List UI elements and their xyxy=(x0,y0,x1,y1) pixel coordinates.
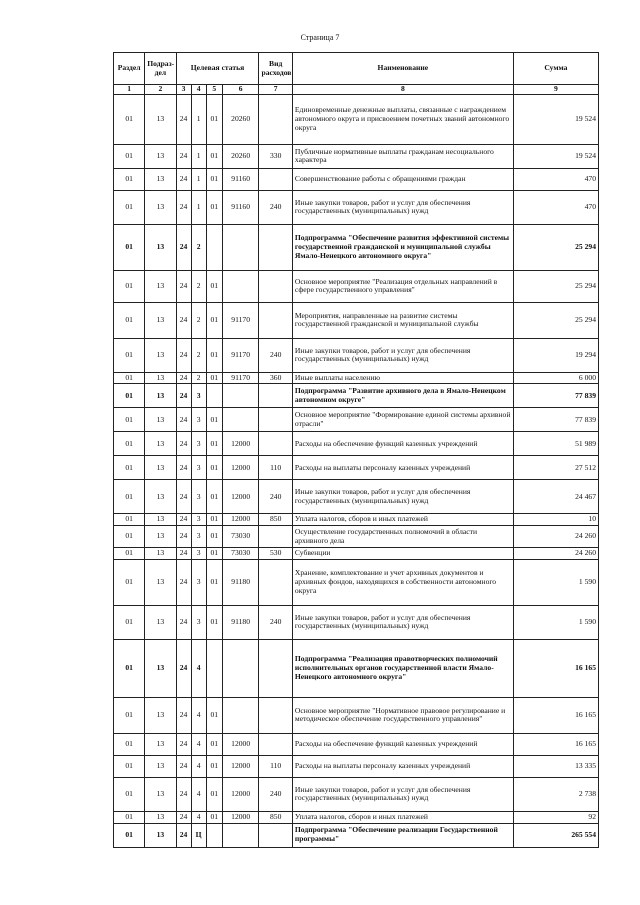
table-row xyxy=(114,733,599,755)
table-row xyxy=(114,480,599,514)
cell-direction: 91180 xyxy=(222,559,259,605)
cell-program: 24 xyxy=(176,639,191,697)
cell-vid-rashodov xyxy=(259,432,292,456)
cell-podrazdel: 13 xyxy=(145,548,176,560)
cell-razdel: 01 xyxy=(114,224,145,270)
page-number-label: Страница 7 xyxy=(300,33,340,42)
cell-naimenovanie: Уплата налогов, сборов и иных платежей xyxy=(292,811,513,823)
cell-program: 24 xyxy=(176,144,191,168)
cell-program: 24 xyxy=(176,811,191,823)
cell-program: 24 xyxy=(176,270,191,302)
subprogram-row xyxy=(114,823,599,847)
cell-summa: 6 000 xyxy=(513,372,598,384)
subprogram-row xyxy=(114,384,599,408)
cell-podrazdel: 13 xyxy=(145,526,176,548)
cell-naimenovanie: Расходы на выплаты персоналу казенных учреждений xyxy=(292,755,513,777)
cell-direction xyxy=(222,823,259,847)
cell-vid-rashodov xyxy=(259,168,292,190)
cell-subprogram: 2 xyxy=(191,338,206,372)
cell-podrazdel: 13 xyxy=(145,639,176,697)
cell-summa: 25 294 xyxy=(513,302,598,338)
table-header-row xyxy=(114,53,599,85)
cell-naimenovanie: Подпрограмма "Обеспечение развития эффективной системы государственной гражданской и муниципальной службы Ямало-Ненецкого автономного округа" xyxy=(292,224,513,270)
cell-naimenovanie: Расходы на выплаты персоналу казенных учреждений xyxy=(292,456,513,480)
cell-summa: 1 590 xyxy=(513,559,598,605)
cell-main-activity: 01 xyxy=(206,302,222,338)
cell-podrazdel: 13 xyxy=(145,408,176,432)
table-row xyxy=(114,514,599,526)
cell-razdel: 01 xyxy=(114,270,145,302)
cell-razdel: 01 xyxy=(114,372,145,384)
cell-direction xyxy=(222,639,259,697)
cell-podrazdel: 13 xyxy=(145,94,176,144)
cell-program: 24 xyxy=(176,526,191,548)
cell-vid-rashodov xyxy=(259,526,292,548)
cell-subprogram: 3 xyxy=(191,456,206,480)
cell-naimenovanie: Основное мероприятие "Реализация отдельных направлений в сфере государственного управления" xyxy=(292,270,513,302)
header-naimenovanie: Наименование xyxy=(292,53,513,85)
cell-razdel: 01 xyxy=(114,605,145,639)
cell-summa: 77 839 xyxy=(513,384,598,408)
cell-subprogram: 3 xyxy=(191,480,206,514)
cell-subprogram: 1 xyxy=(191,94,206,144)
cell-subprogram: 3 xyxy=(191,408,206,432)
cell-vid-rashodov xyxy=(259,302,292,338)
cell-program: 24 xyxy=(176,514,191,526)
cell-main-activity: 01 xyxy=(206,526,222,548)
cell-program: 24 xyxy=(176,302,191,338)
cell-podrazdel: 13 xyxy=(145,811,176,823)
cell-subprogram: 2 xyxy=(191,224,206,270)
header-podrazdel: Подраз-дел xyxy=(145,53,176,85)
table-row xyxy=(114,605,599,639)
cell-vid-rashodov: 240 xyxy=(259,605,292,639)
cell-summa: 13 335 xyxy=(513,755,598,777)
cell-razdel: 01 xyxy=(114,811,145,823)
cell-direction: 91170 xyxy=(222,372,259,384)
cell-program: 24 xyxy=(176,168,191,190)
header-vid-rashodov: Вид расходов xyxy=(259,53,292,85)
cell-razdel: 01 xyxy=(114,548,145,560)
cell-program: 24 xyxy=(176,605,191,639)
cell-direction: 12000 xyxy=(222,456,259,480)
cell-main-activity: 01 xyxy=(206,755,222,777)
cell-subprogram: 1 xyxy=(191,168,206,190)
cell-razdel: 01 xyxy=(114,144,145,168)
cell-summa: 27 512 xyxy=(513,456,598,480)
cell-program: 24 xyxy=(176,94,191,144)
cell-program: 24 xyxy=(176,456,191,480)
cell-program: 24 xyxy=(176,190,191,224)
cell-main-activity: 01 xyxy=(206,777,222,811)
cell-direction: 12000 xyxy=(222,777,259,811)
cell-main-activity: 01 xyxy=(206,190,222,224)
cell-summa: 92 xyxy=(513,811,598,823)
cell-podrazdel: 13 xyxy=(145,224,176,270)
cell-direction: 20260 xyxy=(222,144,259,168)
cell-summa: 19 524 xyxy=(513,94,598,144)
table-row xyxy=(114,168,599,190)
cell-summa: 25 294 xyxy=(513,224,598,270)
cell-main-activity: 01 xyxy=(206,559,222,605)
cell-program: 24 xyxy=(176,338,191,372)
cell-subprogram: 4 xyxy=(191,697,206,733)
cell-direction: 91170 xyxy=(222,302,259,338)
cell-naimenovanie: Подпрограмма "Развитие архивного дела в Ямало-Ненецком автономном округе" xyxy=(292,384,513,408)
cell-subprogram: 3 xyxy=(191,526,206,548)
column-index: 8 xyxy=(292,85,513,95)
cell-main-activity: 01 xyxy=(206,456,222,480)
cell-vid-rashodov xyxy=(259,270,292,302)
cell-naimenovanie: Иные закупки товаров, работ и услуг для обеспечения государственных (муниципальных) нужд xyxy=(292,480,513,514)
cell-razdel: 01 xyxy=(114,302,145,338)
cell-summa: 51 989 xyxy=(513,432,598,456)
table-row xyxy=(114,302,599,338)
cell-podrazdel: 13 xyxy=(145,270,176,302)
cell-naimenovanie: Подпрограмма "Реализация правотворческих полномочий исполнительных органов государственной власти Ямало-Ненецкого автономного округа" xyxy=(292,639,513,697)
cell-podrazdel: 13 xyxy=(145,514,176,526)
table-row xyxy=(114,338,599,372)
cell-main-activity xyxy=(206,823,222,847)
cell-vid-rashodov xyxy=(259,384,292,408)
cell-razdel: 01 xyxy=(114,514,145,526)
column-index: 2 xyxy=(145,85,176,95)
subprogram-row xyxy=(114,224,599,270)
cell-direction xyxy=(222,270,259,302)
cell-summa: 77 839 xyxy=(513,408,598,432)
cell-summa: 1 590 xyxy=(513,605,598,639)
cell-podrazdel: 13 xyxy=(145,697,176,733)
cell-direction xyxy=(222,384,259,408)
subprogram-row xyxy=(114,639,599,697)
cell-summa: 19 524 xyxy=(513,144,598,168)
table-row xyxy=(114,190,599,224)
table-body xyxy=(114,94,599,847)
table-row xyxy=(114,456,599,480)
table-row xyxy=(114,94,599,144)
header-summa: Сумма xyxy=(513,53,598,85)
cell-summa: 24 260 xyxy=(513,526,598,548)
cell-summa: 10 xyxy=(513,514,598,526)
cell-vid-rashodov xyxy=(259,224,292,270)
cell-vid-rashodov: 330 xyxy=(259,144,292,168)
column-index: 5 xyxy=(206,85,222,95)
cell-podrazdel: 13 xyxy=(145,733,176,755)
cell-summa: 24 467 xyxy=(513,480,598,514)
cell-main-activity: 01 xyxy=(206,548,222,560)
cell-naimenovanie: Субвенции xyxy=(292,548,513,560)
cell-summa: 19 294 xyxy=(513,338,598,372)
cell-razdel: 01 xyxy=(114,777,145,811)
table-row xyxy=(114,559,599,605)
cell-naimenovanie: Единовременные денежные выплаты, связанные с награждением автономного округа и присвоением почетных званий автономного округа xyxy=(292,94,513,144)
cell-naimenovanie: Основное мероприятие "Формирование единой системы архивной отрасли" xyxy=(292,408,513,432)
column-index: 6 xyxy=(222,85,259,95)
cell-summa: 2 738 xyxy=(513,777,598,811)
cell-vid-rashodov xyxy=(259,639,292,697)
cell-podrazdel: 13 xyxy=(145,559,176,605)
cell-vid-rashodov: 240 xyxy=(259,777,292,811)
cell-naimenovanie: Иные выплаты населению xyxy=(292,372,513,384)
cell-main-activity: 01 xyxy=(206,372,222,384)
cell-subprogram: 3 xyxy=(191,605,206,639)
cell-naimenovanie: Уплата налогов, сборов и иных платежей xyxy=(292,514,513,526)
cell-program: 24 xyxy=(176,559,191,605)
cell-naimenovanie: Осуществление государственных полномочий в области архивного дела xyxy=(292,526,513,548)
cell-main-activity: 01 xyxy=(206,733,222,755)
cell-program: 24 xyxy=(176,777,191,811)
cell-naimenovanie: Иные закупки товаров, работ и услуг для обеспечения государственных (муниципальных) нужд xyxy=(292,777,513,811)
cell-subprogram: 2 xyxy=(191,302,206,338)
table-row xyxy=(114,526,599,548)
cell-summa: 16 165 xyxy=(513,697,598,733)
cell-vid-rashodov: 110 xyxy=(259,456,292,480)
cell-podrazdel: 13 xyxy=(145,755,176,777)
cell-subprogram: 4 xyxy=(191,733,206,755)
cell-podrazdel: 13 xyxy=(145,777,176,811)
cell-main-activity xyxy=(206,224,222,270)
cell-razdel: 01 xyxy=(114,697,145,733)
cell-subprogram: 3 xyxy=(191,384,206,408)
cell-razdel: 01 xyxy=(114,823,145,847)
cell-razdel: 01 xyxy=(114,168,145,190)
cell-subprogram: 3 xyxy=(191,548,206,560)
cell-main-activity: 01 xyxy=(206,514,222,526)
cell-naimenovanie: Подпрограмма "Обеспечение реализации Государственной программы" xyxy=(292,823,513,847)
cell-subprogram: Ц xyxy=(191,823,206,847)
table-row xyxy=(114,408,599,432)
cell-main-activity: 01 xyxy=(206,432,222,456)
cell-podrazdel: 13 xyxy=(145,372,176,384)
cell-razdel: 01 xyxy=(114,639,145,697)
cell-direction: 12000 xyxy=(222,733,259,755)
cell-podrazdel: 13 xyxy=(145,456,176,480)
cell-main-activity: 01 xyxy=(206,605,222,639)
cell-razdel: 01 xyxy=(114,480,145,514)
cell-podrazdel: 13 xyxy=(145,384,176,408)
cell-direction: 12000 xyxy=(222,432,259,456)
cell-direction: 73030 xyxy=(222,548,259,560)
cell-direction: 91160 xyxy=(222,168,259,190)
cell-direction: 12000 xyxy=(222,755,259,777)
cell-razdel: 01 xyxy=(114,338,145,372)
cell-program: 24 xyxy=(176,733,191,755)
cell-subprogram: 4 xyxy=(191,755,206,777)
cell-main-activity: 01 xyxy=(206,697,222,733)
cell-summa: 470 xyxy=(513,168,598,190)
table-row xyxy=(114,811,599,823)
cell-program: 24 xyxy=(176,432,191,456)
cell-direction: 73030 xyxy=(222,526,259,548)
cell-direction: 20260 xyxy=(222,94,259,144)
table-row xyxy=(114,270,599,302)
cell-direction: 91160 xyxy=(222,190,259,224)
cell-program: 24 xyxy=(176,548,191,560)
cell-program: 24 xyxy=(176,480,191,514)
cell-subprogram: 4 xyxy=(191,811,206,823)
cell-vid-rashodov: 360 xyxy=(259,372,292,384)
cell-main-activity: 01 xyxy=(206,480,222,514)
cell-podrazdel: 13 xyxy=(145,823,176,847)
cell-naimenovanie: Расходы на обеспечение функций казенных учреждений xyxy=(292,432,513,456)
cell-subprogram: 1 xyxy=(191,190,206,224)
cell-vid-rashodov xyxy=(259,823,292,847)
cell-subprogram: 4 xyxy=(191,777,206,811)
cell-razdel: 01 xyxy=(114,384,145,408)
cell-program: 24 xyxy=(176,372,191,384)
cell-razdel: 01 xyxy=(114,408,145,432)
table-row xyxy=(114,777,599,811)
cell-summa: 24 260 xyxy=(513,548,598,560)
cell-subprogram: 3 xyxy=(191,559,206,605)
column-index: 3 xyxy=(176,85,191,95)
cell-podrazdel: 13 xyxy=(145,144,176,168)
cell-direction xyxy=(222,224,259,270)
cell-razdel: 01 xyxy=(114,190,145,224)
cell-subprogram: 2 xyxy=(191,270,206,302)
cell-summa: 470 xyxy=(513,190,598,224)
cell-naimenovanie: Основное мероприятие "Нормативное правовое регулирование и методическое обеспечение государственного управления" xyxy=(292,697,513,733)
cell-summa: 16 165 xyxy=(513,639,598,697)
cell-subprogram: 3 xyxy=(191,432,206,456)
cell-vid-rashodov: 240 xyxy=(259,338,292,372)
table-row xyxy=(114,697,599,733)
cell-direction: 12000 xyxy=(222,514,259,526)
cell-main-activity: 01 xyxy=(206,270,222,302)
table-row xyxy=(114,372,599,384)
header-celevaya-statya: Целевая статья xyxy=(176,53,259,85)
table-row xyxy=(114,432,599,456)
cell-naimenovanie: Мероприятия, направленные на развитие системы государственной гражданской и муниципальной службы xyxy=(292,302,513,338)
cell-main-activity: 01 xyxy=(206,811,222,823)
cell-podrazdel: 13 xyxy=(145,338,176,372)
column-index: 4 xyxy=(191,85,206,95)
table-row xyxy=(114,144,599,168)
header-razdel: Раздел xyxy=(114,53,145,85)
cell-naimenovanie: Иные закупки товаров, работ и услуг для обеспечения государственных (муниципальных) нужд xyxy=(292,338,513,372)
cell-main-activity: 01 xyxy=(206,144,222,168)
cell-razdel: 01 xyxy=(114,456,145,480)
cell-vid-rashodov: 530 xyxy=(259,548,292,560)
cell-razdel: 01 xyxy=(114,526,145,548)
cell-direction: 12000 xyxy=(222,480,259,514)
cell-vid-rashodov xyxy=(259,94,292,144)
cell-razdel: 01 xyxy=(114,733,145,755)
cell-naimenovanie: Публичные нормативные выплаты гражданам несоциального характера xyxy=(292,144,513,168)
cell-vid-rashodov xyxy=(259,408,292,432)
cell-subprogram: 3 xyxy=(191,514,206,526)
cell-program: 24 xyxy=(176,697,191,733)
table-row xyxy=(114,548,599,560)
cell-podrazdel: 13 xyxy=(145,302,176,338)
cell-subprogram: 2 xyxy=(191,372,206,384)
cell-summa: 16 165 xyxy=(513,733,598,755)
cell-razdel: 01 xyxy=(114,559,145,605)
cell-main-activity: 01 xyxy=(206,94,222,144)
cell-razdel: 01 xyxy=(114,432,145,456)
cell-naimenovanie: Хранение, комплектование и учет архивных документов и архивных фондов, находящихся в собственности автономного округа xyxy=(292,559,513,605)
cell-program: 24 xyxy=(176,384,191,408)
column-index: 7 xyxy=(259,85,292,95)
cell-naimenovanie: Совершенствование работы с обращениями граждан xyxy=(292,168,513,190)
cell-vid-rashodov: 850 xyxy=(259,811,292,823)
cell-naimenovanie: Иные закупки товаров, работ и услуг для обеспечения государственных (муниципальных) нужд xyxy=(292,190,513,224)
cell-direction: 91170 xyxy=(222,338,259,372)
cell-subprogram: 1 xyxy=(191,144,206,168)
table-row xyxy=(114,755,599,777)
cell-program: 24 xyxy=(176,755,191,777)
cell-main-activity xyxy=(206,639,222,697)
cell-program: 24 xyxy=(176,224,191,270)
cell-vid-rashodov: 240 xyxy=(259,480,292,514)
cell-naimenovanie: Расходы на обеспечение функций казенных учреждений xyxy=(292,733,513,755)
cell-program: 24 xyxy=(176,823,191,847)
cell-direction: 12000 xyxy=(222,811,259,823)
cell-vid-rashodov: 110 xyxy=(259,755,292,777)
cell-vid-rashodov xyxy=(259,697,292,733)
column-index: 1 xyxy=(114,85,145,95)
cell-podrazdel: 13 xyxy=(145,605,176,639)
cell-naimenovanie: Иные закупки товаров, работ и услуг для обеспечения государственных (муниципальных) нужд xyxy=(292,605,513,639)
cell-direction: 91180 xyxy=(222,605,259,639)
cell-main-activity: 01 xyxy=(206,338,222,372)
cell-razdel: 01 xyxy=(114,94,145,144)
cell-podrazdel: 13 xyxy=(145,480,176,514)
cell-podrazdel: 13 xyxy=(145,432,176,456)
cell-podrazdel: 13 xyxy=(145,190,176,224)
column-index-row xyxy=(114,85,599,95)
cell-main-activity xyxy=(206,384,222,408)
cell-vid-rashodov xyxy=(259,559,292,605)
cell-razdel: 01 xyxy=(114,755,145,777)
cell-vid-rashodov xyxy=(259,733,292,755)
cell-subprogram: 4 xyxy=(191,639,206,697)
cell-vid-rashodov: 850 xyxy=(259,514,292,526)
cell-direction xyxy=(222,697,259,733)
cell-main-activity: 01 xyxy=(206,408,222,432)
cell-vid-rashodov: 240 xyxy=(259,190,292,224)
budget-table xyxy=(113,52,599,848)
cell-podrazdel: 13 xyxy=(145,168,176,190)
cell-main-activity: 01 xyxy=(206,168,222,190)
cell-direction xyxy=(222,408,259,432)
cell-summa: 25 294 xyxy=(513,270,598,302)
cell-program: 24 xyxy=(176,408,191,432)
cell-summa: 265 554 xyxy=(513,823,598,847)
column-index: 9 xyxy=(513,85,598,95)
